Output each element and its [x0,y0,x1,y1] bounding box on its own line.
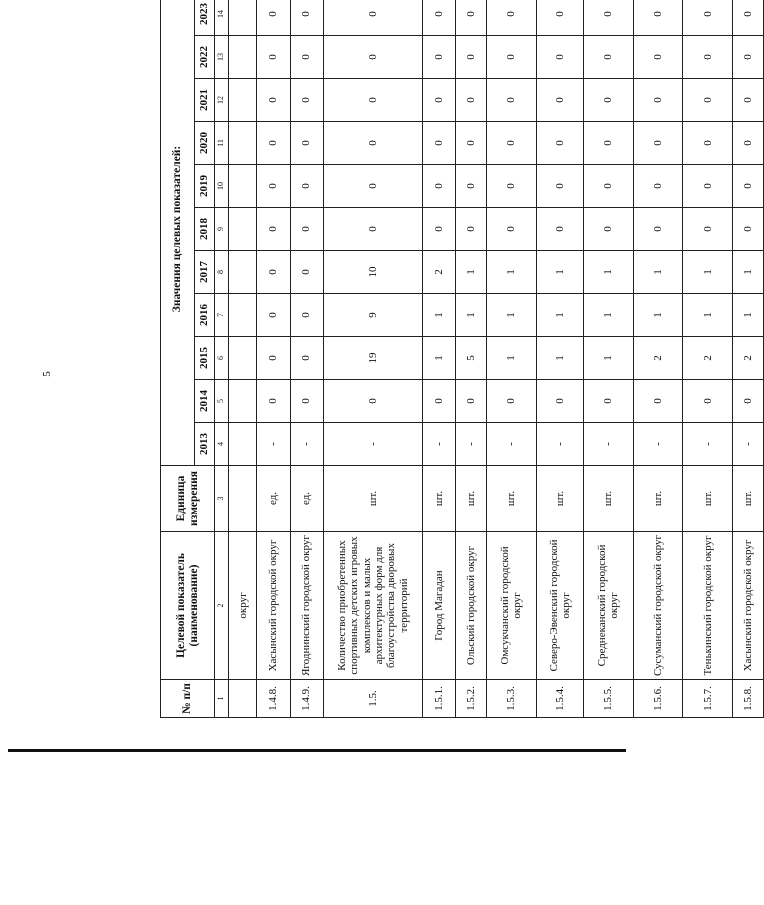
value-cell: 0 [290,208,323,251]
value-cell: 1 [633,251,683,294]
value-cell: 0 [536,79,583,122]
value-cell: 2 [683,337,733,380]
value-cell: - [633,423,683,466]
unit-cell: ед. [257,466,290,532]
header-num: № п/п [161,680,215,718]
value-cell: - [257,423,290,466]
header-year: 2021 [195,79,215,122]
indicators-table [160,0,764,718]
header-year: 2016 [195,294,215,337]
value-cell: 0 [423,122,456,165]
value-cell: - [487,423,537,466]
value-cell: 0 [257,165,290,208]
value-cell: 0 [323,79,422,122]
value-cell: 0 [733,165,764,208]
header-year: 2020 [195,122,215,165]
unit-cell: шт. [584,466,634,532]
column-number: 7 [215,294,229,337]
row-number: 1.5.5. [584,680,634,718]
value-cell: 1 [487,294,537,337]
column-number: 14 [215,0,229,36]
table-row [733,0,764,718]
indicator-name: Хасынский городской округ [733,532,764,680]
value-cell: 0 [633,36,683,79]
table-row [584,0,634,718]
value-cell: 0 [683,0,733,36]
value-cell: 0 [683,36,733,79]
value-cell: 0 [633,122,683,165]
header-year: 2023 [195,0,215,36]
row-number: 1.5.2. [456,680,487,718]
indicator-name: Количество приобретенных спортивных детских игровых комплексов и малых архитектурных форм для благоустройства дворовых территорий [323,532,422,680]
unit-cell: ед. [290,466,323,532]
value-cell: - [423,423,456,466]
value-cell: 1 [584,294,634,337]
value-cell: 0 [323,165,422,208]
indicator-name: Среднеканский городской округ [584,532,634,680]
value-cell: 0 [290,380,323,423]
value-cell: 0 [683,208,733,251]
value-cell: - [456,423,487,466]
column-number: 11 [215,122,229,165]
column-number: 10 [215,165,229,208]
value-cell: 0 [733,208,764,251]
indicator-name: Город Магадан [423,532,456,680]
value-cell [229,122,257,165]
row-number [229,680,257,718]
value-cell: 0 [633,380,683,423]
value-cell: 9 [323,294,422,337]
value-cell: 1 [536,294,583,337]
column-number: 12 [215,79,229,122]
value-cell: 0 [633,0,683,36]
value-cell: 0 [456,165,487,208]
value-cell: 0 [683,122,733,165]
value-cell: 1 [456,251,487,294]
value-cell: 0 [536,122,583,165]
value-cell: 0 [536,165,583,208]
header-values-group: Значения целевых показателей: [161,0,195,466]
value-cell: 1 [536,337,583,380]
column-number: 9 [215,208,229,251]
unit-cell: шт. [633,466,683,532]
value-cell: 0 [423,36,456,79]
value-cell [229,294,257,337]
value-cell: - [290,423,323,466]
value-cell: 0 [683,79,733,122]
value-cell: 0 [290,36,323,79]
column-number: 6 [215,337,229,380]
value-cell [229,79,257,122]
indicator-name: Сусуманский городской округ [633,532,683,680]
column-numbers-row [215,0,229,718]
value-cell: 1 [633,294,683,337]
row-number: 1.5.6. [633,680,683,718]
header-year: 2018 [195,208,215,251]
header-year: 2013 [195,423,215,466]
value-cell: 0 [536,208,583,251]
value-cell: 0 [423,380,456,423]
header-year: 2022 [195,36,215,79]
column-number: 2 [215,532,229,680]
row-number: 1.4.9. [290,680,323,718]
value-cell: 0 [733,380,764,423]
value-cell: 0 [257,0,290,36]
value-cell: - [323,423,422,466]
value-cell: 19 [323,337,422,380]
value-cell: 1 [456,294,487,337]
unit-cell [229,466,257,532]
value-cell: 0 [456,79,487,122]
value-cell: 0 [257,294,290,337]
value-cell [229,251,257,294]
table-row [257,0,290,718]
indicator-name: округ [229,532,257,680]
value-cell: 0 [456,208,487,251]
indicator-name: Северо-Эвенский городской округ [536,532,583,680]
header-year: 2017 [195,251,215,294]
value-cell: 0 [456,122,487,165]
table-body [229,0,764,718]
unit-cell: шт. [456,466,487,532]
value-cell: 0 [584,380,634,423]
value-cell: 0 [487,0,537,36]
row-number: 1.5.4. [536,680,583,718]
indicator-name: Хасынский городской округ [257,532,290,680]
value-cell: 1 [423,294,456,337]
table-row [423,0,456,718]
value-cell: 0 [733,79,764,122]
value-cell: 1 [487,337,537,380]
value-cell: 0 [733,122,764,165]
value-cell: 0 [456,0,487,36]
value-cell [229,337,257,380]
indicator-name: Омсукчанский городской округ [487,532,537,680]
header-unit: Единица измерения [161,466,215,532]
value-cell: 0 [584,165,634,208]
footer-rule [8,749,626,752]
value-cell: 2 [423,251,456,294]
value-cell: 0 [290,251,323,294]
indicator-name: Ольский городской округ [456,532,487,680]
value-cell: 0 [423,208,456,251]
indicator-name: Тенькинский городской округ [683,532,733,680]
value-cell: 0 [257,380,290,423]
row-number: 1.5.3. [487,680,537,718]
value-cell: 1 [487,251,537,294]
value-cell: 0 [257,36,290,79]
value-cell: 0 [257,79,290,122]
value-cell [229,36,257,79]
row-number: 1.4.8. [257,680,290,718]
table-row [536,0,583,718]
value-cell: 0 [584,0,634,36]
value-cell: 0 [536,380,583,423]
value-cell: - [733,423,764,466]
unit-cell: шт. [423,466,456,532]
value-cell: 1 [683,294,733,337]
value-cell: 10 [323,251,422,294]
value-cell: 2 [733,337,764,380]
value-cell: 0 [290,79,323,122]
unit-cell: шт. [487,466,537,532]
value-cell: 0 [323,380,422,423]
value-cell [229,423,257,466]
value-cell: 0 [633,165,683,208]
value-cell: 0 [487,79,537,122]
value-cell: 1 [584,251,634,294]
value-cell: 0 [257,122,290,165]
unit-cell: шт. [683,466,733,532]
value-cell: 2 [633,337,683,380]
header-year: 2019 [195,165,215,208]
header-year: 2015 [195,337,215,380]
value-cell: 0 [487,122,537,165]
value-cell: 0 [536,0,583,36]
value-cell: 0 [290,337,323,380]
value-cell: 0 [456,36,487,79]
value-cell: 0 [257,251,290,294]
value-cell: 0 [683,165,733,208]
column-number: 1 [215,680,229,718]
unit-cell: шт. [323,466,422,532]
column-number: 13 [215,36,229,79]
value-cell: 0 [487,380,537,423]
row-number: 1.5.1. [423,680,456,718]
value-cell: 0 [323,122,422,165]
row-number: 1.5.8. [733,680,764,718]
value-cell: 0 [290,122,323,165]
value-cell [229,165,257,208]
value-cell: 0 [584,36,634,79]
value-cell: 0 [633,208,683,251]
table-row [487,0,537,718]
value-cell: 0 [683,380,733,423]
value-cell: 0 [487,208,537,251]
value-cell [229,380,257,423]
value-cell: 0 [584,122,634,165]
value-cell: 0 [584,79,634,122]
value-cell: 0 [584,208,634,251]
table-row [290,0,323,718]
value-cell: 0 [733,36,764,79]
value-cell: 0 [323,208,422,251]
indicator-name: Ягоднинский городской округ [290,532,323,680]
value-cell: 0 [733,0,764,36]
value-cell: 0 [257,208,290,251]
column-number: 3 [215,466,229,532]
value-cell: 1 [733,251,764,294]
value-cell: 1 [423,337,456,380]
value-cell: 0 [290,294,323,337]
value-cell: 0 [423,0,456,36]
rotated-table-container [160,0,764,718]
table-row [456,0,487,718]
value-cell: 0 [323,0,422,36]
value-cell: 1 [733,294,764,337]
value-cell: 0 [423,79,456,122]
value-cell [229,0,257,36]
value-cell: 0 [323,36,422,79]
header-year: 2014 [195,380,215,423]
value-cell: 5 [456,337,487,380]
value-cell [229,208,257,251]
value-cell: 0 [487,36,537,79]
unit-cell: шт. [733,466,764,532]
value-cell: 0 [487,165,537,208]
value-cell: - [683,423,733,466]
row-number: 1.5.7. [683,680,733,718]
value-cell: 1 [584,337,634,380]
value-cell: 0 [423,165,456,208]
table-row [229,0,257,718]
column-number: 4 [215,423,229,466]
value-cell: - [584,423,634,466]
row-number: 1.5. [323,680,422,718]
column-number: 5 [215,380,229,423]
value-cell: 0 [290,165,323,208]
value-cell: - [536,423,583,466]
column-number: 8 [215,251,229,294]
value-cell: 0 [290,0,323,36]
unit-cell: шт. [536,466,583,532]
table-row [683,0,733,718]
value-cell: 1 [683,251,733,294]
table-row [633,0,683,718]
value-cell: 0 [633,79,683,122]
value-cell: 0 [456,380,487,423]
table-row [323,0,422,718]
value-cell: 0 [257,337,290,380]
value-cell: 1 [536,251,583,294]
value-cell: 0 [536,36,583,79]
header-indicator: Целевой показатель (наименование) [161,532,215,680]
page-number: 5 [40,371,53,377]
